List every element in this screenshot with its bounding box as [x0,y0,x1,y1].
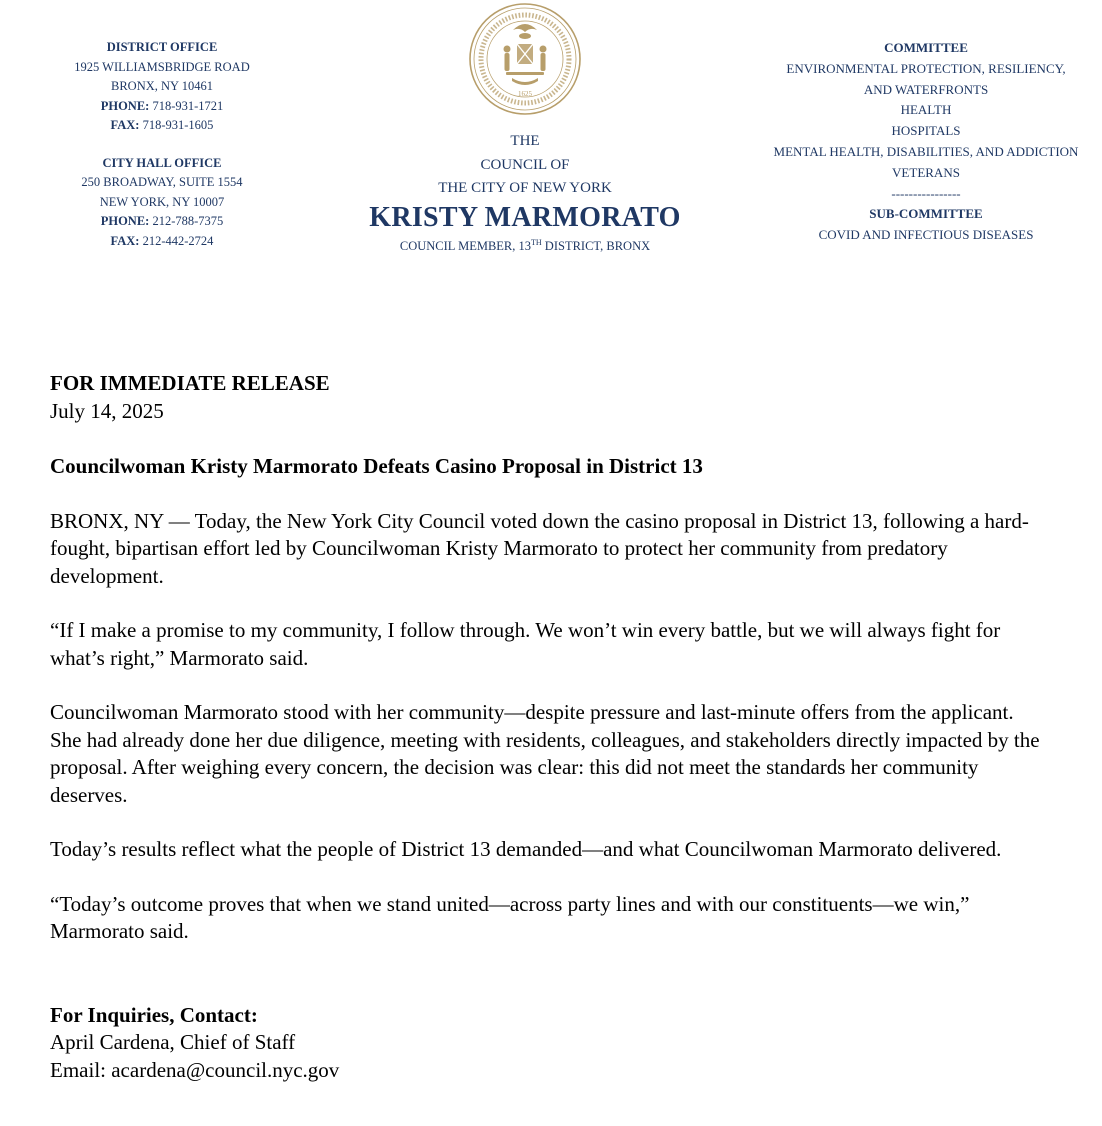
committee-item: VETERANS [892,164,960,180]
committee-divider: ---------------- [891,185,961,201]
city-seal-icon [468,2,582,116]
member-title: COUNCIL MEMBER, 13TH DISTRICT, BRONX [399,237,651,253]
committee-item: ENVIRONMENTAL PROTECTION, RESILIENCY, [786,60,1066,76]
committee-title: COMMITTEE [884,40,968,55]
district-office-title: DISTRICT OFFICE [106,40,218,54]
council-header [345,0,705,254]
fax-number: 212-442-2724 [142,233,214,248]
city-hall-fax [62,232,262,252]
city-hall-address2: NEW YORK, NY 10007 [99,194,225,209]
district-office-address1: 1925 WILLIAMSBRIDGE ROAD [74,59,250,74]
fax-number: 718-931-1605 [142,118,214,132]
council-line1: THE [510,133,540,149]
paragraph: Councilwoman Marmorato stood with her community—despite pressure and last-minute offers from the applicant. She had already done her due diligence, meeting with residents, colleagues, and stakeholders directly impacted by the proposal. After weighing every concern, the decision was clear: this did not meet the standards her community deserves. [50,700,1040,807]
paragraph: Today’s results reflect what the people of District 13 demanded—and what Councilwoman Marmorato delivered. [50,837,1002,861]
committee-item: AND WATERFRONTS [863,81,989,97]
district-office-fax [62,116,262,136]
committee-list [752,38,1100,246]
press-release-body [50,370,1050,1084]
office-addresses [62,38,262,251]
contact-name: April Cardena, Chief of Staff [50,1030,296,1054]
district-office-address2: BRONX, NY 10461 [111,79,213,93]
release-headline: Councilwoman Kristy Marmorato Defeats Casino Proposal in District 13 [50,454,703,478]
district-office-phone [62,97,262,117]
council-line3: THE CITY OF NEW YORK [438,180,612,196]
fax-label: FAX: [110,118,140,132]
phone-label: PHONE: [100,214,150,228]
city-hall-phone [62,212,262,232]
paragraph: BRONX, NY — Today, the New York City Council voted down the casino proposal in District 13, following a hard-fought, bipartisan effort led by Councilwoman Kristy Marmorato to protect her community from predatory development. [50,508,1029,588]
contact-block [50,1002,1050,1085]
release-date: July 14, 2025 [50,398,164,423]
seal-year: 1625 [518,90,532,98]
phone-label: PHONE: [100,98,150,113]
contact-title: For Inquiries, Contact: [50,1002,258,1027]
fax-label: FAX: [110,233,140,248]
city-hall-office-title: CITY HALL OFFICE [102,155,222,170]
contact-email: Email: acardena@council.nyc.gov [50,1057,340,1082]
paragraph: “Today’s outcome proves that when we stand united—across party lines and with our constituents—we win,” Marmorato said. [50,891,970,943]
committee-item: HEALTH [900,102,952,118]
city-hall-address1: 250 BROADWAY, SUITE 1554 [81,175,243,189]
phone-number: 718-931-1721 [152,98,224,113]
sub-committee-item: COVID AND INFECTIOUS DISEASES [818,227,1034,243]
letterhead [0,0,1102,270]
release-label: FOR IMMEDIATE RELEASE [50,371,330,395]
phone-number: 212-788-7375 [152,214,224,228]
council-line2: COUNCIL OF [480,156,570,173]
committee-item: MENTAL HEALTH, DISABILITIES, AND ADDICTION [773,143,1079,159]
sub-committee-title: SUB-COMMITTEE [869,206,983,222]
committee-item: HOSPITALS [891,123,961,139]
paragraph: “If I make a promise to my community, I follow through. We won’t win every battle, but we will always fight for what’s right,” Marmorato said. [50,618,1001,670]
member-name: KRISTY MARMORATO [369,201,681,233]
